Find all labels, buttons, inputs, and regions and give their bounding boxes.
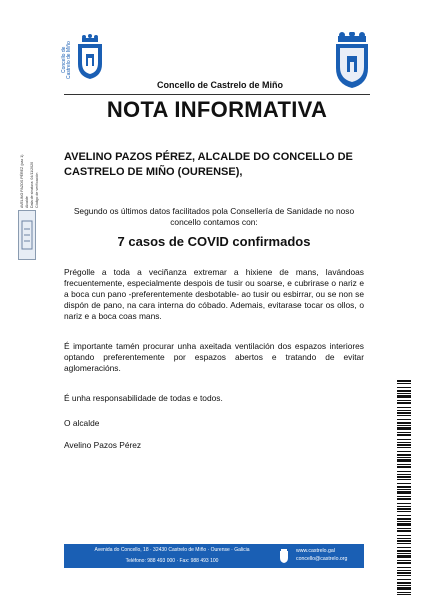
- barcode-bar: [397, 518, 411, 520]
- barcode-bar: [397, 535, 411, 536]
- coat-of-arms-watermark: [330, 32, 374, 90]
- stamp-line: Código de verificación: [35, 172, 39, 208]
- footer-address: Avenida do Concello, 18 · 32430 Castrelo de Miño · Ourense · Galicia: [94, 547, 250, 553]
- page-title: NOTA INFORMATIVA: [106, 97, 328, 122]
- barcode-bar: [397, 395, 411, 398]
- barcode-bar: [397, 390, 411, 392]
- barcode-bar: [397, 464, 411, 465]
- footer-phone: Teléfono: 988 493 000 · Fax: 988 493 100: [125, 558, 219, 564]
- barcode-bar: [397, 476, 411, 478]
- footer-email[interactable]: concello@castrelo.org: [296, 556, 348, 562]
- barcode-bar: [397, 523, 411, 526]
- barcode-bar: [397, 498, 411, 500]
- covid-count: 7 casos de COVID confirmados: [117, 234, 311, 249]
- barcode-bar: [397, 402, 411, 404]
- barcode-bar: [397, 567, 411, 568]
- stamp-line: AVELINO PAZOS PÉREZ (pax 1): [20, 154, 24, 208]
- barcode-bar: [397, 503, 411, 504]
- barcode-bar: [397, 540, 411, 542]
- barcode-bar: [397, 528, 411, 529]
- hygiene-paragraph: Prégolle a toda a veciñanza extremar a hixiene de mans, lavándoas frecuentemente, especialmente despois de tusir ou soarse, e cubrirase o nariz e a boca cun pano -preferentemente desbotable- ao tusir ou esbirrar, ou se non se dispón de pano, na cara interna do cóbado. Ademais, evitarase tocar os ollos, o nariz e a boca coas mans.: [64, 267, 364, 321]
- footer-logo-icon: [278, 548, 290, 564]
- barcode-bar: [397, 508, 411, 510]
- barcode-bar: [397, 415, 411, 416]
- signature-stamp-text: [20, 148, 46, 208]
- footer-website[interactable]: www.castrelo.gal: [296, 548, 335, 554]
- barcode-bar: [397, 543, 411, 544]
- barcode-bar: [397, 427, 411, 430]
- barcode-bar: [397, 425, 411, 426]
- barcode-bar: [397, 439, 411, 440]
- barcode-bar: [397, 451, 411, 452]
- intro-paragraph: Segundo os últimos datos facilitados pola Consellería de Sanidade no noso concello contamos con:: [73, 206, 355, 227]
- ventilation-paragraph: É importante tamén procurar unha axeitada ventilación dos espazos interiores optando preferentemente por espazos abertos e tratando de evitar aglomeracións.: [64, 341, 364, 373]
- footer-contact: [296, 547, 347, 563]
- barcode-bar: [397, 412, 411, 414]
- barcode-bar: [397, 454, 411, 456]
- barcode-bar: [397, 447, 411, 448]
- barcode-bar: [397, 570, 411, 571]
- barcode-bar: [397, 585, 411, 586]
- barcode-bar: [397, 383, 411, 384]
- barcode-bar: [397, 471, 411, 472]
- barcode-bar: [397, 457, 411, 458]
- barcode-bar: [397, 511, 411, 512]
- barcode-bar: [397, 547, 411, 548]
- council-name: Concello de Castrelo de Miño: [156, 80, 284, 90]
- barcode-bar: [397, 486, 411, 488]
- barcode-bar: [397, 442, 411, 443]
- barcode-bar: [397, 491, 411, 494]
- barcode-bar: [397, 579, 411, 580]
- barcode-bar: [397, 515, 411, 516]
- barcode-bar: [397, 594, 411, 595]
- coat-of-arms-logo: [74, 34, 106, 80]
- barcode-bar: [397, 553, 411, 554]
- barcode-bar: [397, 466, 411, 468]
- barcode-bar: [397, 422, 411, 424]
- barcode-bar: [397, 400, 411, 401]
- responsibility-paragraph: É unha responsabilidade de todas e todos.: [64, 393, 223, 403]
- barcode-bar: [397, 506, 411, 507]
- closing-line: O alcalde: [64, 418, 100, 428]
- barcode-bar: [397, 587, 411, 590]
- barcode-bar: [397, 407, 411, 408]
- stamp-seal-icon: [19, 211, 35, 259]
- barcode: [397, 380, 417, 595]
- barcode-bar: [397, 479, 411, 480]
- barcode-bar: [397, 459, 411, 462]
- barcode-bar: [397, 550, 411, 552]
- barcode-bar: [397, 483, 411, 484]
- barcode-bar: [397, 562, 411, 564]
- barcode-bar: [397, 410, 411, 411]
- barcode-bar: [397, 575, 411, 576]
- barcode-bar: [397, 538, 411, 539]
- header-divider: [64, 94, 370, 95]
- barcode-bar: [397, 592, 411, 593]
- stamp-line: Data de sinatura: 04/11/2020: [30, 161, 34, 208]
- author-heading: AVELINO PAZOS PÉREZ, ALCALDE DO CONCELLO DE CASTRELO DE MIÑO (OURENSE),: [64, 151, 353, 178]
- barcode-bar: [397, 444, 411, 446]
- barcode-bar: [397, 560, 411, 561]
- barcode-bar: [397, 555, 411, 558]
- barcode-bar: [397, 434, 411, 436]
- barcode-bar: [397, 393, 411, 394]
- barcode-bar: [397, 572, 411, 574]
- barcode-bar: [397, 387, 411, 388]
- barcode-bar: [397, 582, 411, 584]
- barcode-bar: [397, 489, 411, 490]
- footer-bar: [64, 544, 364, 568]
- barcode-bar: [397, 530, 411, 532]
- barcode-bar: [397, 474, 411, 475]
- barcode-bar: [397, 432, 411, 433]
- brand-vertical-text: Concello de Castrelo de Miño: [61, 41, 72, 79]
- barcode-bar: [397, 521, 411, 522]
- stamp-line: Alcalde: [25, 196, 29, 208]
- barcode-bar: [397, 496, 411, 497]
- signatory-name: Avelino Pazos Pérez: [64, 440, 142, 450]
- barcode-bar: [397, 419, 411, 420]
- verification-stamp: [18, 210, 36, 260]
- barcode-bar: [397, 380, 411, 382]
